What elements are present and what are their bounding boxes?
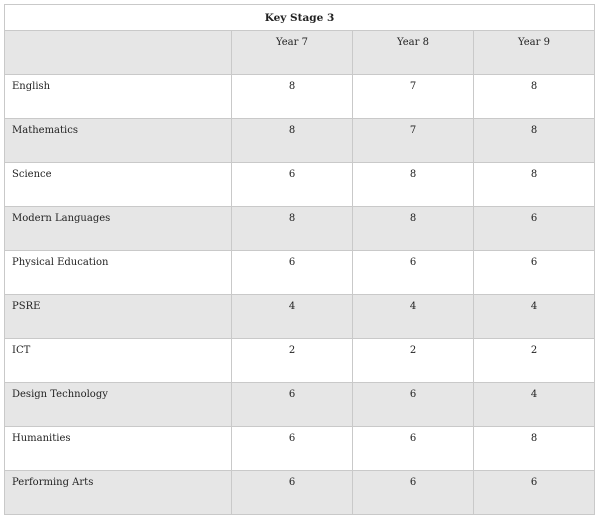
subject-cell: Performing Arts: [5, 471, 232, 515]
column-header-year-9: Year 9: [474, 31, 595, 75]
column-header-subject: [5, 31, 232, 75]
year-8-cell: 6: [353, 427, 474, 471]
caption-row: [5, 5, 595, 31]
year-7-cell: 6: [232, 163, 353, 207]
key-stage-table: [4, 4, 595, 515]
year-8-cell: 8: [353, 163, 474, 207]
year-9-cell: 4: [474, 383, 595, 427]
year-7-cell: 6: [232, 383, 353, 427]
year-9-cell: 6: [474, 207, 595, 251]
subject-cell: Design Technology: [5, 383, 232, 427]
subject-cell: Mathematics: [5, 119, 232, 163]
year-7-cell: 2: [232, 339, 353, 383]
subject-cell: Physical Education: [5, 251, 232, 295]
year-9-cell: 8: [474, 75, 595, 119]
year-7-cell: 6: [232, 471, 353, 515]
year-9-cell: 2: [474, 339, 595, 383]
year-9-cell: 6: [474, 471, 595, 515]
subject-cell: Humanities: [5, 427, 232, 471]
table-row: [5, 471, 595, 515]
timetable-wrapper: [4, 4, 595, 515]
year-9-cell: 6: [474, 251, 595, 295]
year-8-cell: 4: [353, 295, 474, 339]
table-row: [5, 163, 595, 207]
year-9-cell: 4: [474, 295, 595, 339]
year-8-cell: 7: [353, 75, 474, 119]
subject-cell: English: [5, 75, 232, 119]
column-header-year-7: Year 7: [232, 31, 353, 75]
year-9-cell: 8: [474, 163, 595, 207]
year-8-cell: 8: [353, 207, 474, 251]
year-8-cell: 6: [353, 251, 474, 295]
table-caption: Key Stage 3: [5, 5, 595, 31]
table-body: [5, 5, 595, 515]
subject-cell: ICT: [5, 339, 232, 383]
header-row: [5, 31, 595, 75]
year-8-cell: 6: [353, 383, 474, 427]
table-row: [5, 251, 595, 295]
column-header-year-8: Year 8: [353, 31, 474, 75]
table-row: [5, 119, 595, 163]
subject-cell: Modern Languages: [5, 207, 232, 251]
year-9-cell: 8: [474, 119, 595, 163]
year-7-cell: 8: [232, 75, 353, 119]
year-7-cell: 8: [232, 207, 353, 251]
year-7-cell: 6: [232, 427, 353, 471]
table-row: [5, 427, 595, 471]
table-row: [5, 383, 595, 427]
table-row: [5, 339, 595, 383]
table-row: [5, 75, 595, 119]
subject-cell: PSRE: [5, 295, 232, 339]
year-7-cell: 6: [232, 251, 353, 295]
year-7-cell: 4: [232, 295, 353, 339]
subject-cell: Science: [5, 163, 232, 207]
year-8-cell: 6: [353, 471, 474, 515]
year-9-cell: 8: [474, 427, 595, 471]
table-row: [5, 295, 595, 339]
year-8-cell: 2: [353, 339, 474, 383]
year-7-cell: 8: [232, 119, 353, 163]
table-row: [5, 207, 595, 251]
year-8-cell: 7: [353, 119, 474, 163]
